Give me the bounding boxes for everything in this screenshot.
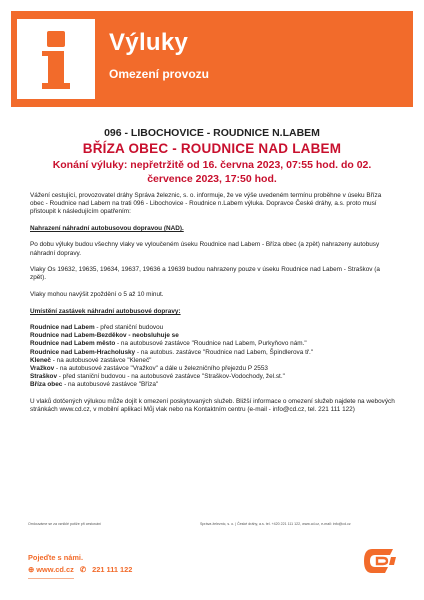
nad-heading: Nahrazení náhradní autobusovou dopravou (NAD). [30, 225, 184, 233]
route-section: BŘÍZA OBEC - ROUDNICE NAD LABEM [82, 141, 342, 156]
list-item: Roudnice nad Labem - před staniční budovou [30, 324, 164, 332]
notice-body [30, 192, 396, 423]
phone-icon: ✆ [79, 565, 87, 574]
delay-paragraph: Vlaky mohou navýšit zpoždění o 5 až 10 minut. [30, 291, 164, 299]
list-item: Roudnice nad Labem město - na autobusové zastávce "Roudnice nad Labem, Purkyňovo nám." [30, 340, 307, 348]
footer-contacts [28, 565, 132, 574]
stops-heading: Umístění zastávek náhradní autobusové dopravy: [30, 307, 181, 315]
list-item: Vražkov - na autobusové zastávce "Vražkov" a dále u železničního přejezdu P 2553 [30, 365, 268, 373]
nad-paragraph: Po dobu výluky budou všechny vlaky ve vyloučeném úseku Roudnice nad Labem - Bříza obec (a zpět) nahrazeny autobusy náhradní dopravy. [30, 241, 380, 257]
footer-divider [28, 578, 74, 579]
page-subtitle: Omezení provozu [109, 67, 210, 81]
slogan: Pojeďte s námi. [28, 553, 84, 562]
list-item: Roudnice nad Labem-Hracholusky - na autobus. zastávce "Roudnice nad Labem, Špindlerova tř." [30, 348, 314, 356]
list-item: Bříza obec - na autobusové zastávce "Bříza" [30, 381, 159, 389]
header-banner [11, 11, 413, 107]
trains-paragraph: Vlaky Os 19632, 19635, 19634, 19637, 19636 a 19639 budou nahrazeny pouze v úseku Roudnice nad Labem - Straškov (a zpět). [30, 266, 380, 282]
outage-period: Konání výluky: nepřetržitě od 16. června 2023, 07:55 hod. do 02. července 2023, 17:50 hod. [52, 159, 372, 185]
footer-contact-line: Správa železnic, s. o. | České dráhy, a.s. tel. +420 221 111 122, www.cd.cz, e-mail: info@cd.cz [200, 522, 351, 526]
list-item: Roudnice nad Labem-Bezděkov - neobsluhuje se [30, 332, 179, 340]
stops-list [30, 324, 396, 390]
footer-apology: Omlouváme se za vzniklé potíže při cestování [28, 522, 102, 526]
phone-number: 221 111 122 [92, 565, 133, 574]
closing-paragraph: U vlaků dotčených výlukou může dojít k omezení poskytovaných služeb. Bližší informace o omezení služeb najdete na webových stránkách www.cd.cz, v mobilní aplikaci Můj vlak nebo na Kontaktním centru (e-mail - info@cd.cz, tel. 221 111 122) [30, 398, 395, 414]
list-item: Kleneč - na autobusové zastávce "Kleneč" [30, 356, 152, 364]
route-line: 096 - LIBOCHOVICE - ROUDNICE N.LABEM [104, 127, 320, 139]
intro-paragraph: Vážení cestující, provozovatel dráhy Správa železnic, s. o. informuje, že ve výše uvedeném termínu proběhne v úseku Bříza obec - Roudnice nad Labem na trati 096 - Libochovice - Roudnice n.Labem výluka. Dopravce České dráhy, a.s. proto musí přistoupit k následujícím opatřením: [30, 192, 382, 216]
web-link[interactable]: www.cd.cz [36, 565, 74, 574]
web-icon: ⊕ [28, 565, 35, 574]
page-title: Výluky [109, 29, 189, 56]
info-icon [17, 19, 95, 99]
route-titles [0, 127, 424, 186]
list-item: Straškov - před staniční budovou - na autobusové zastávce "Straškov-Vodochody, žel.st." [30, 373, 285, 381]
cd-logo [363, 546, 397, 576]
